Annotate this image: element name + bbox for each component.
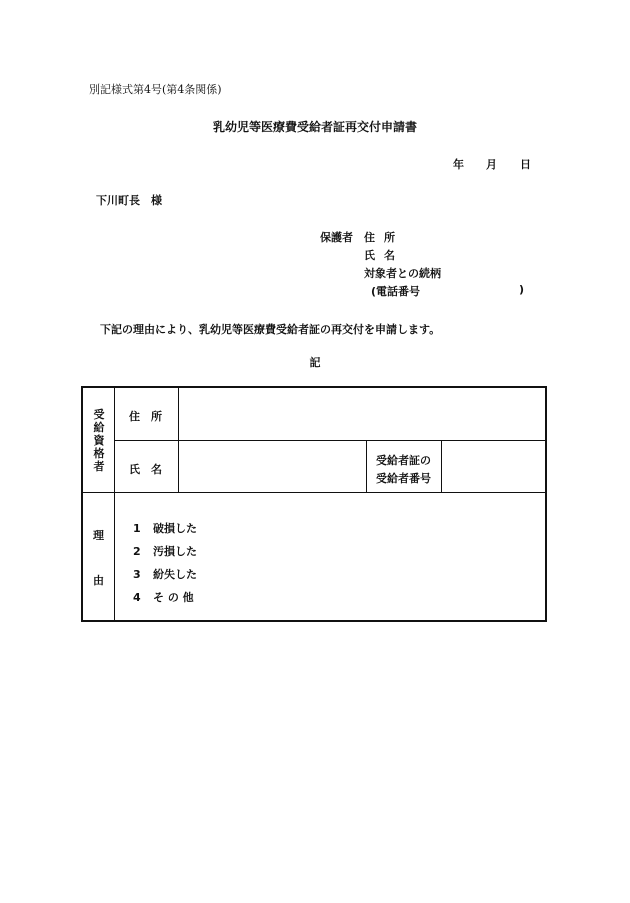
ki-heading: 記 [309,356,321,369]
reason-option-3[interactable]: 3 紛失した [133,568,197,581]
recipient-address-label: 住 所 [129,410,162,423]
date-day-label: 日 [520,158,531,171]
reason-option-4[interactable]: 4 そ の 他 [133,591,194,604]
reason-label-char-2: 由 [93,574,104,587]
table-divider-cert-left [366,440,367,492]
phone-label: (電話番号 [371,285,421,298]
document-title: 乳幼児等医療費受給者証再交付申請書 [212,120,417,134]
relation-label: 対象者との続柄 [364,267,441,280]
addressee: 下川町長 様 [96,194,162,207]
reason-option-2[interactable]: 2 汚損した [133,545,197,558]
form-reference: 別記様式第4号(第4条関係) [89,83,222,96]
guardian-address-label: 住所 [364,231,404,244]
table-divider-row2 [83,492,545,493]
reason-option-1[interactable]: 1 破損した [133,522,197,535]
application-table [81,386,547,622]
reason-label-char-1: 理 [93,529,104,542]
cert-number-label-line2: 受給者番号 [376,472,431,485]
recipient-name-label: 氏 名 [129,463,162,476]
table-divider-label-column [178,388,179,492]
guardian-label: 保護者 [320,231,353,244]
recipient-section-label: 受給資格者 [93,408,105,473]
date-month-label: 月 [486,158,497,171]
table-divider-cert-right [441,440,442,492]
guardian-name-label: 氏名 [364,249,404,262]
phone-close-paren: ) [519,283,525,296]
application-statement: 下記の理由により、乳幼児等医療費受給者証の再交付を申請します。 [100,323,441,336]
date-year-label: 年 [453,158,464,171]
table-divider-left-column [114,388,115,620]
cert-number-label-line1: 受給者証の [376,454,431,467]
